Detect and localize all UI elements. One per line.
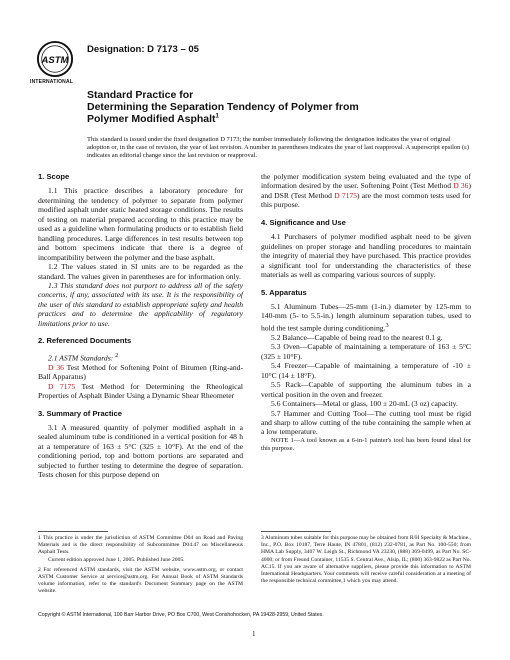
paragraph-5-3: 5.3 Oven—Capable of maintaining a temperature of 163 ± 5°C (325 ± 10°F).: [261, 342, 471, 361]
paragraph-3-1-continued: [261, 172, 471, 210]
right-column: [261, 172, 471, 453]
paragraph-5-6: 5.6 Containers—Metal or glass, 100 ± 20-mL (3 oz) capacity.: [271, 399, 458, 409]
paragraph-5-1-text: 5.1 Aluminum Tubes—25-mm (1-in.) diameter by 125-mm to 140-mm (5- to 5.5-in.) length aluminum separation tubes, used to hold the test sample during conditioning.: [261, 301, 471, 333]
paragraph-5-4: 5.4 Freezer—Capable of maintaining a temperature of -10 ± 10°C (14 ± 18°F).: [261, 361, 471, 380]
section-heading-significance: 4. Significance and Use: [261, 217, 346, 227]
continued-text-b: ) and DSR (Test Method: [261, 181, 471, 200]
link-d36[interactable]: D 36: [48, 362, 64, 372]
note-1: NOTE 1—A tool known as a 6-in-1 painter's tool has been found ideal for this purpose.: [261, 436, 471, 452]
footnote-mark-2: 2: [115, 351, 119, 359]
section-heading-scope: 1. Scope: [38, 172, 70, 181]
logo-caption: INTERNATIONAL: [30, 79, 74, 85]
paragraph-2-1: [38, 351, 243, 363]
astm-logo-icon: [36, 40, 74, 78]
link-d7175[interactable]: D 7175: [48, 381, 76, 391]
reference-d36-title: Test Method for Softening Point of Bitumen (Ring-and-Ball Apparatus): [38, 362, 243, 382]
paragraph-3-1: 3.1 A measured quantity of polymer modified asphalt in a sealed aluminum tube is conditioned in a vertical position for 48 h at a temperature of 163 ± 5°C (325 ± 10°F). At the end of the conditioning period, top and bottom portions are separated and subjected to further testing to determine the degree of separation. Tests chosen for this purpose depend on: [38, 422, 243, 480]
continued-text-c: ) are the most common tests used for this purpose.: [261, 190, 472, 210]
footnotes-left: [38, 535, 243, 596]
footnote-3: 3 Aluminum tubes suitable for this purpose may be obtained from R/H Specialty & Machine., Inc., P.O. Box 10187, Terre Haute, IN 47801, (812) 232-0781, as Part No. 100-550; from HMA Lab Supply, 3407 W. Leigh St., Richmond VA 23230, (888) 369-0499, as Part No. SC-4000; or from Freund Container, 11535 S. Central Ave., Alsip, IL; (800) 363-9822 as Part No. AC15. If you are aware of alternative suppliers, please provide this information to ASTM International Headquarters. Your comments will receive careful consideration at a meeting of the responsible technical committee,1 which you may attend.: [261, 535, 471, 585]
preamble: This standard is issued under the fixed designation D 7173; the number immediately following the designation indicates the year of original adoption or, in the case of revision, the year of last revision. A number in parentheses indicates the year of last reapproval. A superscript epsilon (ε) indicates an editorial change since the last revision or reapproval.: [87, 136, 470, 159]
logo-label: ASTM: [41, 54, 69, 66]
section-heading-apparatus: 5. Apparatus: [261, 287, 307, 297]
page-number: 1: [252, 630, 256, 638]
footnote-rule-right: [261, 531, 331, 532]
astm-standards-label: 2.1 ASTM Standards:: [48, 353, 114, 363]
paragraph-1-2: 1.2 The values stated in SI units are to be regarded as the standard. The values given in parentheses are for information only.: [38, 262, 243, 281]
reference-d36: [38, 363, 243, 382]
reference-d7175-title: Test Method for Determining the Rheological Properties of Asphalt Binder Using a Dynamic Shear Rheometer: [38, 381, 244, 401]
footnote-rule-left: [38, 531, 108, 532]
left-column: [38, 172, 243, 480]
copyright: Copyright © ASTM International, 100 Barr Harbor Drive, PO Box C700, West Conshohocken, PA 19428-2959, United States.: [38, 612, 324, 618]
footnote-1: 1 This practice is under the jurisdiction of ASTM Committee D04 on Road and Paving Materials and is the direct responsibility of Subcommittee D04.47 on Miscellaneous Asphalt Tests.: [38, 535, 243, 556]
section-heading-summary: 3. Summary of Practice: [38, 408, 122, 418]
paragraph-1-1: 1.1 This practice describes a laboratory procedure for determining the tendency of polymer to separate from polymer modified asphalt under static heated storage conditions. The results of testing on material prepared according to this practice may be used as a guideline when formulating products or to establish field handling procedures. Large differences in test results between top and bottom specimens indicate that there is a degree of incompatibility between the polymer and the base asphalt.: [38, 186, 243, 262]
paragraph-5-1: [261, 302, 471, 333]
footnote-2: 2 For referenced ASTM standards, visit the ASTM website, www.astm.org, or contact ASTM Customer Service at service@astm.org. For Annual Book of ASTM Standards volume information, refer to the standard's Document Summary page on the ASTM website.: [38, 566, 243, 595]
title-line-2: Determining the Separation Tendency of Polymer from: [87, 101, 359, 113]
title-footnote-mark: 1: [215, 113, 219, 120]
paragraph-5-2: 5.2 Balance—Capable of being read to the nearest 0.1 g.: [271, 332, 443, 342]
title-text: Polymer Modified Asphalt: [87, 113, 216, 125]
link-d7175-inline[interactable]: D 7175: [334, 190, 358, 200]
paragraph-4-1: 4.1 Purchasers of polymer modified asphalt need to be given guidelines on proper storage and handling procedures to maintain the integrity of material they have purchased. This practice provides a significant tool for understanding the characteristics of these materials as well as comparing various sources of supply.: [261, 232, 471, 280]
footnote-mark-3: 3: [385, 321, 389, 329]
link-d36-inline[interactable]: D 36: [453, 181, 469, 191]
title-line-1: Standard Practice for: [87, 89, 194, 101]
paragraph-5-5: 5.5 Rack—Capable of supporting the aluminum tubes in a vertical position in the oven and freezer.: [261, 380, 471, 399]
title-line-3: [87, 113, 219, 125]
reference-d7175: [38, 382, 243, 401]
paragraph-5-7: 5.7 Hammer and Cutting Tool—The cutting tool must be rigid and sharp to allow cutting of the tube containing the sample when at a low temperature.: [261, 408, 471, 437]
section-heading-referenced-documents: 2. Referenced Documents: [38, 336, 132, 346]
paragraph-1-3: 1.3 This standard does not purport to address all of the safety concerns, if any, associated with its use. It is the responsibility of the user of this standard to establish appropriate safety and health practices and to determine the applicability of regulatory limitations prior to use.: [38, 280, 243, 328]
designation: Designation: D 7173 – 05: [87, 44, 199, 55]
continued-text-a: the polymer modification system being evaluated and the type of information desired by the user. Softening Point (Test Method: [261, 172, 471, 191]
footnotes-right: [261, 535, 471, 585]
footnote-1-edition: Current edition approved June 1, 2005. Published June 2005.: [48, 556, 185, 563]
